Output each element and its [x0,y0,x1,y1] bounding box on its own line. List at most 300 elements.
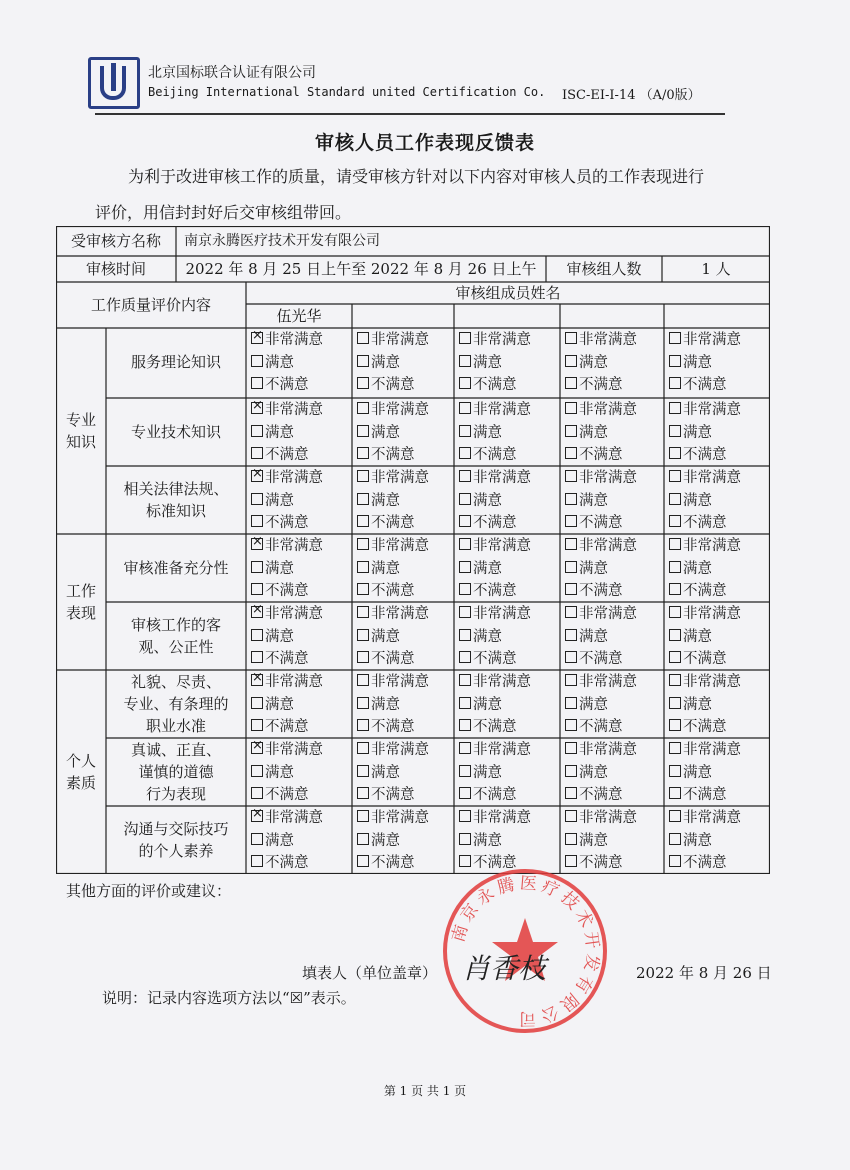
rating-checkbox[interactable] [565,606,577,618]
rating-options [251,467,323,535]
rating-option-label: 非常满意 [579,470,637,486]
criterion-label: 审核工作的客 观、公正性 [130,616,221,656]
rating-checkbox[interactable] [357,583,369,595]
rating-option-label: 满意 [473,354,502,371]
rating-options [357,467,429,535]
rating-option-label: 不满意 [371,583,415,599]
rating-option-label: 满意 [579,560,608,577]
rating-option-label: 满意 [265,696,294,713]
rating-checkbox[interactable] [251,538,263,550]
rating-option-label: 非常满意 [371,606,429,622]
rating-option-label: 非常满意 [371,470,429,486]
rating-checkbox[interactable] [357,377,369,389]
rating-option-label: 不满意 [579,377,623,393]
rating-option-label: 不满意 [473,855,517,871]
rating-options [459,399,531,467]
team-members-header: 审核组成员姓名 [455,284,561,302]
intro-line-1: 为利于改进审核工作的质量，请受审核方针对以下内容对审核人员的工作表现进行 [128,167,705,186]
rating-option-label: 不满意 [683,719,727,735]
rating-option-label: 非常满意 [473,402,531,418]
rating-option-label: 非常满意 [371,332,429,348]
rating-checkbox[interactable] [459,470,471,482]
rating-checkbox[interactable] [669,515,681,527]
criterion-label: 审核准备充分性 [123,559,229,577]
rating-option-label: 满意 [579,424,608,441]
rating-checkbox[interactable] [669,493,681,505]
filler-label: 填表人（单位盖章） [302,964,438,982]
rating-option-label: 满意 [371,424,400,441]
rating-option-label: 非常满意 [265,742,323,758]
rating-option-label: 非常满意 [473,810,531,826]
rating-checkbox[interactable] [565,332,577,344]
rating-option-label: 满意 [371,832,400,849]
rating-checkbox[interactable] [669,355,681,367]
rating-option-label: 非常满意 [579,742,637,758]
rating-checkbox[interactable] [357,515,369,527]
rating-checkbox[interactable] [251,355,263,367]
rating-checkbox[interactable] [459,447,471,459]
rating-option-label: 不满意 [371,447,415,463]
rating-checkbox[interactable] [251,629,263,641]
company-seal [440,866,610,1036]
rating-checkbox[interactable] [251,674,263,686]
rating-option-label: 不满意 [371,377,415,393]
rating-checkbox[interactable] [669,787,681,799]
team-size-label: 审核组人数 [566,260,642,278]
rating-checkbox[interactable] [459,332,471,344]
rating-option-label: 非常满意 [683,402,741,418]
rating-checkbox[interactable] [669,470,681,482]
rating-checkbox[interactable] [565,787,577,799]
rating-checkbox[interactable] [251,742,263,754]
rating-option-label: 满意 [371,764,400,781]
rating-option-label: 满意 [683,560,712,577]
rating-checkbox[interactable] [669,538,681,550]
rating-checkbox[interactable] [357,674,369,686]
rating-checkbox[interactable] [251,606,263,618]
rating-checkbox[interactable] [459,765,471,777]
rating-options [251,603,323,671]
rating-option-label: 不满意 [579,515,623,531]
rating-option-label: 非常满意 [683,470,741,486]
rating-option-label: 满意 [579,764,608,781]
rating-checkbox[interactable] [251,561,263,573]
rating-checkbox[interactable] [669,833,681,845]
rating-option-label: 不满意 [579,719,623,735]
criterion-label: 专业技术知识 [130,423,221,441]
rating-option-label: 不满意 [473,515,517,531]
rating-checkbox[interactable] [459,697,471,709]
rating-option-label: 不满意 [265,855,309,871]
rating-option-label: 不满意 [265,377,309,393]
rating-checkbox[interactable] [565,425,577,437]
rating-option-label: 非常满意 [473,742,531,758]
rating-options [459,329,531,397]
rating-checkbox[interactable] [251,765,263,777]
rating-option-label: 非常满意 [473,470,531,486]
rating-checkbox[interactable] [565,355,577,367]
rating-options [251,329,323,397]
rating-option-label: 满意 [265,424,294,441]
rating-options [669,739,741,807]
rating-options [459,467,531,535]
rating-options [669,671,741,739]
rating-checkbox[interactable] [357,833,369,845]
rating-option-label: 不满意 [473,719,517,735]
rating-option-label: 不满意 [371,719,415,735]
company-logo [88,57,140,109]
auditee-label: 受审核方名称 [70,232,161,250]
rating-checkbox[interactable] [565,629,577,641]
rating-option-label: 满意 [265,492,294,509]
rating-checkbox[interactable] [669,629,681,641]
rating-checkbox[interactable] [669,674,681,686]
rating-option-label: 不满意 [371,515,415,531]
rating-checkbox[interactable] [357,651,369,663]
rating-options [459,671,531,739]
rating-option-label: 非常满意 [579,402,637,418]
rating-checkbox[interactable] [357,742,369,754]
audit-time-label: 审核时间 [85,260,146,278]
rating-checkbox[interactable] [459,493,471,505]
rating-options [669,329,741,397]
rating-checkbox[interactable] [357,855,369,867]
rating-option-label: 非常满意 [265,810,323,826]
page-number: 第 1 页 共 1 页 [383,1084,467,1098]
rating-checkbox[interactable] [459,561,471,573]
rating-option-label: 不满意 [371,651,415,667]
rating-checkbox[interactable] [357,493,369,505]
rating-option-label: 不满意 [473,583,517,599]
rating-option-label: 满意 [683,764,712,781]
rating-option-label: 不满意 [683,515,727,531]
rating-checkbox[interactable] [459,538,471,550]
rating-option-label: 满意 [473,628,502,645]
rating-checkbox[interactable] [669,765,681,777]
rating-checkbox[interactable] [459,425,471,437]
rating-options [459,807,531,875]
rating-option-label: 非常满意 [579,332,637,348]
rating-options [251,739,323,807]
rating-checkbox[interactable] [669,425,681,437]
rating-option-label: 满意 [579,832,608,849]
rating-options [565,535,637,603]
rating-checkbox[interactable] [357,425,369,437]
rating-option-label: 非常满意 [473,606,531,622]
rating-option-label: 满意 [371,628,400,645]
rating-option-label: 非常满意 [371,538,429,554]
criterion-label: 相关法律法规、 标准知识 [123,480,229,520]
rating-option-label: 不满意 [683,787,727,803]
rating-option-label: 不满意 [683,855,727,871]
rating-option-label: 不满意 [683,447,727,463]
rating-checkbox[interactable] [459,651,471,663]
rating-checkbox[interactable] [357,561,369,573]
rating-option-label: 满意 [473,492,502,509]
criterion-label: 沟通与交际技巧 的个人素养 [123,820,229,860]
rating-options [251,807,323,875]
rating-option-label: 非常满意 [265,332,323,348]
rating-option-label: 非常满意 [371,810,429,826]
rating-checkbox[interactable] [459,742,471,754]
rating-option-label: 非常满意 [579,606,637,622]
rating-checkbox[interactable] [669,402,681,414]
rating-checkbox[interactable] [459,606,471,618]
rating-checkbox[interactable] [565,561,577,573]
rating-option-label: 满意 [265,764,294,781]
rating-option-label: 满意 [473,832,502,849]
rating-option-label: 满意 [683,628,712,645]
rating-checkbox[interactable] [565,674,577,686]
rating-option-label: 满意 [683,696,712,713]
evaluation-table [56,226,770,874]
rating-checkbox[interactable] [565,583,577,595]
rating-option-label: 满意 [371,560,400,577]
rating-checkbox[interactable] [565,765,577,777]
rating-checkbox[interactable] [669,332,681,344]
rating-option-label: 不满意 [473,377,517,393]
rating-checkbox[interactable] [459,402,471,414]
criterion-label: 礼貌、尽责、 专业、有条理的 职业水准 [123,673,229,735]
rating-checkbox[interactable] [357,810,369,822]
rating-option-label: 非常满意 [371,402,429,418]
rating-options [669,467,741,535]
rating-checkbox[interactable] [251,332,263,344]
rating-options [565,399,637,467]
rating-checkbox[interactable] [251,855,263,867]
criterion-label: 真诚、正直、 谨慎的道德 行为表现 [130,741,221,803]
rating-option-label: 满意 [473,424,502,441]
rating-option-label: 不满意 [265,583,309,599]
rating-option-label: 不满意 [473,447,517,463]
rating-options [565,329,637,397]
rating-options [357,603,429,671]
rating-checkbox[interactable] [459,355,471,367]
rating-checkbox[interactable] [669,719,681,731]
rating-option-label: 满意 [371,696,400,713]
rating-checkbox[interactable] [251,719,263,731]
group-label-personal-quality: 个人 素质 [65,752,96,792]
rating-option-label: 非常满意 [371,674,429,690]
rating-options [669,807,741,875]
rating-checkbox[interactable] [565,538,577,550]
rating-option-label: 非常满意 [579,538,637,554]
rating-checkbox[interactable] [357,606,369,618]
rating-options [251,671,323,739]
rating-checkbox[interactable] [251,787,263,799]
rating-checkbox[interactable] [459,719,471,731]
rating-option-label: 非常满意 [265,538,323,554]
rating-checkbox[interactable] [565,651,577,663]
rating-option-label: 满意 [579,628,608,645]
rating-option-label: 非常满意 [473,332,531,348]
rating-option-label: 不满意 [579,583,623,599]
rating-option-label: 满意 [473,696,502,713]
rating-options [357,807,429,875]
rating-checkbox[interactable] [565,515,577,527]
rating-checkbox[interactable] [251,833,263,845]
evaluation-content-header: 工作质量评价内容 [90,296,211,314]
rating-checkbox[interactable] [251,583,263,595]
rating-option-label: 不满意 [579,651,623,667]
rating-checkbox[interactable] [459,377,471,389]
rating-checkbox[interactable] [669,447,681,459]
rating-checkbox[interactable] [357,629,369,641]
rating-checkbox[interactable] [459,515,471,527]
rating-checkbox[interactable] [669,377,681,389]
rating-checkbox[interactable] [251,515,263,527]
rating-option-label: 不满意 [579,447,623,463]
rating-checkbox[interactable] [251,493,263,505]
rating-checkbox[interactable] [669,651,681,663]
rating-checkbox[interactable] [357,402,369,414]
rating-checkbox[interactable] [565,719,577,731]
criterion-label: 服务理论知识 [130,353,221,371]
rating-option-label: 满意 [579,492,608,509]
rating-option-label: 非常满意 [683,606,741,622]
rating-checkbox[interactable] [669,697,681,709]
rating-option-label: 非常满意 [683,742,741,758]
rating-option-label: 满意 [683,832,712,849]
rating-checkbox[interactable] [565,402,577,414]
rating-checkbox[interactable] [669,583,681,595]
group-label-professional-knowledge: 专业 知识 [65,411,96,451]
rating-checkbox[interactable] [251,447,263,459]
rating-checkbox[interactable] [459,810,471,822]
rating-checkbox[interactable] [565,377,577,389]
rating-checkbox[interactable] [357,538,369,550]
rating-options [357,329,429,397]
rating-option-label: 满意 [683,492,712,509]
rating-checkbox[interactable] [669,561,681,573]
rating-checkbox[interactable] [565,833,577,845]
rating-options [251,399,323,467]
rating-option-label: 非常满意 [265,470,323,486]
auditee-value: 南京永腾医疗技术开发有限公司 [184,233,380,249]
rating-option-label: 满意 [265,354,294,371]
rating-options [669,535,741,603]
rating-options [669,399,741,467]
rating-option-label: 满意 [265,628,294,645]
rating-checkbox[interactable] [357,332,369,344]
rating-options [251,535,323,603]
rating-checkbox[interactable] [459,833,471,845]
rating-checkbox[interactable] [357,470,369,482]
rating-checkbox[interactable] [565,742,577,754]
rating-options [357,399,429,467]
rating-checkbox[interactable] [459,787,471,799]
rating-checkbox[interactable] [357,719,369,731]
member-name-1: 伍光华 [276,307,322,325]
rating-options [565,739,637,807]
page-title: 审核人员工作表现反馈表 [314,132,535,154]
rating-checkbox[interactable] [251,697,263,709]
selection-note: 说明：记录内容选项方法以“☒”表示。 [102,989,356,1007]
rating-checkbox[interactable] [459,629,471,641]
rating-option-label: 非常满意 [579,810,637,826]
rating-option-label: 非常满意 [371,742,429,758]
rating-checkbox[interactable] [565,447,577,459]
intro-line-2: 评价，用信封封好后交审核组带回。 [95,203,352,222]
rating-checkbox[interactable] [251,425,263,437]
rating-options [357,535,429,603]
rating-options [459,603,531,671]
rating-options [357,739,429,807]
rating-checkbox[interactable] [565,810,577,822]
rating-checkbox[interactable] [251,402,263,414]
rating-checkbox[interactable] [669,810,681,822]
group-label-work-performance: 工作 表现 [65,582,96,622]
rating-checkbox[interactable] [251,470,263,482]
rating-option-label: 非常满意 [473,538,531,554]
header-divider [95,113,725,115]
rating-option-label: 非常满意 [579,674,637,690]
rating-checkbox[interactable] [251,651,263,663]
rating-checkbox[interactable] [565,470,577,482]
rating-checkbox[interactable] [459,583,471,595]
rating-option-label: 满意 [473,764,502,781]
rating-option-label: 非常满意 [473,674,531,690]
rating-option-label: 不满意 [579,787,623,803]
rating-option-label: 满意 [683,354,712,371]
rating-option-label: 非常满意 [683,674,741,690]
rating-option-label: 不满意 [473,651,517,667]
rating-checkbox[interactable] [357,787,369,799]
rating-checkbox[interactable] [669,855,681,867]
rating-checkbox[interactable] [669,606,681,618]
rating-option-label: 满意 [371,354,400,371]
rating-checkbox[interactable] [357,765,369,777]
company-name-en: Beijing International Standard united Certification Co. [148,85,546,99]
rating-option-label: 满意 [371,492,400,509]
rating-option-label: 非常满意 [683,810,741,826]
signature: 肖香枝 [462,952,547,985]
rating-options [459,535,531,603]
rating-option-label: 不满意 [265,719,309,735]
rating-option-label: 满意 [683,424,712,441]
rating-option-label: 不满意 [473,787,517,803]
rating-option-label: 不满意 [579,855,623,871]
rating-checkbox[interactable] [357,447,369,459]
document-number: ISC-EI-I-14 （A/0版） [562,88,701,103]
rating-checkbox[interactable] [251,810,263,822]
rating-option-label: 满意 [265,832,294,849]
rating-option-label: 非常满意 [265,606,323,622]
rating-option-label: 满意 [579,696,608,713]
rating-options [357,671,429,739]
rating-options [565,671,637,739]
rating-checkbox[interactable] [459,674,471,686]
company-name-cn: 北京国标联合认证有限公司 [148,65,316,81]
rating-option-label: 不满意 [265,787,309,803]
audit-time-value: 2022 年 8 月 25 日上午至 2022 年 8 月 26 日上午 [185,260,537,278]
rating-options [669,603,741,671]
rating-checkbox[interactable] [251,377,263,389]
rating-option-label: 非常满意 [683,538,741,554]
seal-text: 南京永腾医疗技术开发有限公司 [448,873,603,1029]
rating-checkbox[interactable] [565,697,577,709]
rating-checkbox[interactable] [357,355,369,367]
rating-options [565,807,637,875]
other-comments-label: 其他方面的评价或建议： [66,882,232,900]
rating-option-label: 不满意 [683,583,727,599]
rating-options [459,739,531,807]
rating-option-label: 满意 [579,354,608,371]
rating-checkbox[interactable] [565,493,577,505]
rating-checkbox[interactable] [357,697,369,709]
rating-option-label: 不满意 [265,515,309,531]
rating-checkbox[interactable] [669,742,681,754]
